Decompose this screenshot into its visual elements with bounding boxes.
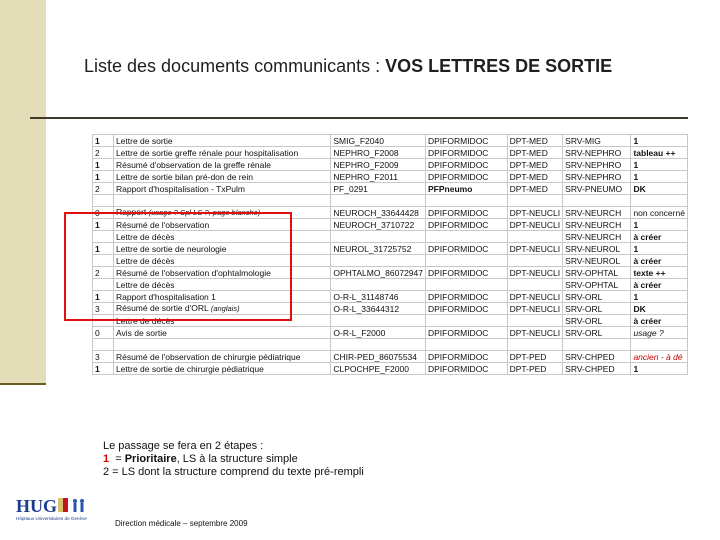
step-1-number: 1 — [103, 453, 110, 465]
cell-srv: SRV-NEPHRO — [563, 159, 631, 171]
cell-code: NEUROCH_33644428 — [331, 207, 426, 219]
cell-status: 1 — [631, 243, 688, 255]
doc-label: Lettre de décès — [115, 255, 175, 266]
logo-subtitle: Hôpitaux Universitaires de Genève — [16, 516, 87, 521]
cell-num: 1 — [93, 171, 114, 183]
cell-num: 1 — [93, 159, 114, 171]
cell-code: O-R-L_33644312 — [331, 303, 426, 315]
cell-dpt — [507, 231, 563, 243]
cell-dpt: DPT-PED — [507, 363, 563, 375]
cell-num: 2 — [93, 267, 114, 279]
table-row — [93, 171, 688, 183]
cell-code — [331, 315, 426, 327]
cell-srv: SRV-CHPED — [563, 363, 631, 375]
table-row — [93, 183, 688, 195]
cell-dpt: DPT-MED — [507, 147, 563, 159]
cell-status: DK — [631, 183, 688, 195]
cell-code — [331, 339, 426, 351]
cell-doc — [113, 363, 330, 375]
cell-dpt: DPT-MED — [507, 171, 563, 183]
cell-status: 1 — [631, 171, 688, 183]
page-title — [84, 56, 612, 77]
cell-status: à créer — [631, 255, 688, 267]
cell-dpt: DPT-NEUCLI — [507, 267, 563, 279]
cell-srv: SRV-MIG — [563, 135, 631, 147]
title-emphasis: VOS LETTRES DE SORTIE — [385, 56, 613, 76]
cell-srv: SRV-ORL — [563, 327, 631, 339]
title-prefix: Liste des documents communicants : — [84, 56, 386, 76]
cell-num: 1 — [93, 363, 114, 375]
cell-status: ancien - à dé — [631, 351, 688, 363]
cell-code — [331, 195, 426, 207]
cell-dpt — [507, 279, 563, 291]
cell-srv: SRV-ORL — [563, 303, 631, 315]
cell-status: DK — [631, 303, 688, 315]
hug-logo — [14, 495, 110, 525]
doc-label: Lettre de sortie de neurologie — [115, 243, 227, 254]
cell-num: 2 — [93, 147, 114, 159]
cell-status: non concerné — [631, 207, 688, 219]
cell-doc — [113, 147, 330, 159]
cell-code: PF_0291 — [331, 183, 426, 195]
table-row — [93, 363, 688, 375]
cell-dpt — [507, 255, 563, 267]
table-row — [93, 351, 688, 363]
cell-doc — [113, 159, 330, 171]
cell-dpi — [426, 195, 508, 207]
table-row — [93, 339, 688, 351]
cell-dpi: PFPneumo — [426, 183, 508, 195]
cell-dpt: DPT-MED — [507, 135, 563, 147]
doc-label: Rapport d'hospitalisation 1 — [115, 291, 216, 302]
cell-dpi — [426, 279, 508, 291]
cell-dpi: DPIFORMIDOC — [426, 327, 508, 339]
cell-code: NEPHRO_F2011 — [331, 171, 426, 183]
cell-dpi: DPIFORMIDOC — [426, 267, 508, 279]
cell-doc — [113, 351, 330, 363]
doc-label: Rapport — [115, 207, 147, 217]
cell-srv — [563, 195, 631, 207]
cell-code — [331, 231, 426, 243]
table-row — [93, 195, 688, 207]
doc-label: Résumé de l'observation de chirurgie pédiatrique — [115, 351, 301, 362]
cell-num: 1 — [93, 291, 114, 303]
cell-dpt — [507, 339, 563, 351]
step-1-priority: Prioritaire — [124, 453, 177, 465]
cell-dpt: DPT-MED — [507, 159, 563, 171]
doc-label: Lettre de sortie greffe rénale pour hospitalisation — [115, 147, 299, 158]
cell-status: tableau ++ — [631, 147, 688, 159]
cell-num: 0 — [93, 207, 114, 219]
cell-status: à créer — [631, 231, 688, 243]
cell-dpi: DPIFORMIDOC — [426, 207, 508, 219]
cell-num: 3 — [93, 351, 114, 363]
doc-label: Résumé de l'observation d'ophtalmologie — [115, 267, 271, 278]
table-row — [93, 147, 688, 159]
cell-status — [631, 339, 688, 351]
cell-num — [93, 195, 114, 207]
cell-dpt: DPT-NEUCLI — [507, 243, 563, 255]
cell-dpi: DPIFORMIDOC — [426, 243, 508, 255]
table-row — [93, 135, 688, 147]
cell-dpi — [426, 339, 508, 351]
doc-label: Lettre de sortie — [115, 135, 173, 146]
highlight-box — [64, 212, 292, 321]
cell-dpi: DPIFORMIDOC — [426, 303, 508, 315]
cell-dpi — [426, 315, 508, 327]
note-line-2 — [103, 453, 364, 466]
cell-srv: SRV-NEUROL — [563, 243, 631, 255]
cell-dpi — [426, 231, 508, 243]
cell-num: 0 — [93, 327, 114, 339]
doc-label: Lettre de décès — [115, 315, 175, 326]
cell-srv: SRV-CHPED — [563, 351, 631, 363]
cell-code: NEUROL_31725752 — [331, 243, 426, 255]
cell-code: NEUROCH_3710722 — [331, 219, 426, 231]
cell-code — [331, 279, 426, 291]
cell-dpt: DPT-NEUCLI — [507, 303, 563, 315]
cell-num: 1 — [93, 219, 114, 231]
doc-note: (anglais) — [210, 304, 240, 313]
cell-doc — [113, 195, 330, 207]
cell-num: 2 — [93, 183, 114, 195]
cell-srv: SRV-ORL — [563, 315, 631, 327]
cell-code: O-R-L_F2000 — [331, 327, 426, 339]
cell-status: à créer — [631, 315, 688, 327]
cell-doc — [113, 327, 330, 339]
cell-dpi: DPIFORMIDOC — [426, 135, 508, 147]
cell-dpt — [507, 195, 563, 207]
cell-dpi: DPIFORMIDOC — [426, 159, 508, 171]
cell-dpt: DPT-NEUCLI — [507, 207, 563, 219]
cell-num: 1 — [93, 243, 114, 255]
cell-code: OPHTALMO_86072947 — [331, 267, 426, 279]
doc-label: Résumé de l'observation — [115, 219, 210, 230]
cell-status: 1 — [631, 159, 688, 171]
title-divider — [30, 117, 688, 119]
doc-label: Résumé de sortie d'ORL — [115, 303, 209, 313]
steps-note — [103, 440, 364, 479]
cell-srv: SRV-OPHTAL — [563, 279, 631, 291]
cell-srv: SRV-NEPHRO — [563, 147, 631, 159]
cell-code: NEPHRO_F2009 — [331, 159, 426, 171]
cell-status: 1 — [631, 219, 688, 231]
doc-label: Lettre de sortie de chirurgie pédiatrique — [115, 363, 264, 374]
side-band — [0, 0, 46, 383]
cell-dpi: DPIFORMIDOC — [426, 219, 508, 231]
cell-srv — [563, 339, 631, 351]
doc-label: Résumé d'observation de la greffe rénale — [115, 159, 271, 170]
cell-code: SMIG_F2040 — [331, 135, 426, 147]
cell-srv: SRV-NEURCH — [563, 219, 631, 231]
cell-dpt: DPT-NEUCLI — [507, 327, 563, 339]
cell-code: NEPHRO_F2008 — [331, 147, 426, 159]
step-1-equals: = — [109, 453, 125, 465]
cell-dpt — [507, 315, 563, 327]
note-line-3: 2 = LS dont la structure comprend du texte pré-rempli — [103, 466, 364, 478]
cell-dpt: DPT-NEUCLI — [507, 291, 563, 303]
cell-dpi: DPIFORMIDOC — [426, 363, 508, 375]
logo-text: HUG — [16, 496, 58, 516]
cell-code: CLPOCHPE_F2000 — [331, 363, 426, 375]
cell-dpi: DPIFORMIDOC — [426, 291, 508, 303]
note-line-1: Le passage se fera en 2 étapes : — [103, 440, 264, 452]
cell-srv: SRV-NEUROL — [563, 255, 631, 267]
doc-label: Rapport d'hospitalisation - TxPulm — [115, 183, 245, 194]
cell-status: usage ? — [631, 327, 688, 339]
cell-dpi: DPIFORMIDOC — [426, 147, 508, 159]
doc-note: (usage ? Cpl LS ?, page blanche) — [148, 208, 261, 217]
cell-code — [331, 255, 426, 267]
cell-num: 3 — [93, 303, 114, 315]
cell-dpt: DPT-PED — [507, 351, 563, 363]
cell-srv: SRV-ORL — [563, 291, 631, 303]
cell-doc — [113, 135, 330, 147]
cell-num — [93, 339, 114, 351]
cell-status: à créer — [631, 279, 688, 291]
cell-srv: SRV-PNEUMO — [563, 183, 631, 195]
doc-label: Avis de sortie — [115, 327, 167, 338]
cell-dpt: DPT-NEUCLI — [507, 219, 563, 231]
cell-status — [631, 195, 688, 207]
cell-dpi: DPIFORMIDOC — [426, 171, 508, 183]
cell-srv: SRV-OPHTAL — [563, 267, 631, 279]
cell-srv: SRV-NEURCH — [563, 207, 631, 219]
cell-status: texte ++ — [631, 267, 688, 279]
cell-dpt: DPT-MED — [507, 183, 563, 195]
footer-caption: Direction médicale – septembre 2009 — [115, 519, 248, 528]
doc-label: Lettre de décès — [115, 231, 175, 242]
table-row — [93, 327, 688, 339]
cell-dpi — [426, 255, 508, 267]
cell-doc — [113, 183, 330, 195]
cell-dpi: DPIFORMIDOC — [426, 351, 508, 363]
cell-status: 1 — [631, 291, 688, 303]
cell-srv: SRV-NEURCH — [563, 231, 631, 243]
cell-doc — [113, 339, 330, 351]
table-row — [93, 159, 688, 171]
cell-code: CHIR-PED_86075534 — [331, 351, 426, 363]
cell-code: O-R-L_31148746 — [331, 291, 426, 303]
cell-srv: SRV-NEPHRO — [563, 171, 631, 183]
doc-label: Lettre de décès — [115, 279, 175, 290]
cell-doc — [113, 171, 330, 183]
cell-num: 1 — [93, 135, 114, 147]
step-1-desc: , LS à la structure simple — [176, 453, 298, 465]
cell-status: 1 — [631, 363, 688, 375]
cell-status: 1 — [631, 135, 688, 147]
side-band-divider — [0, 383, 46, 385]
doc-label: Lettre de sortie bilan pré-don de rein — [115, 171, 253, 182]
